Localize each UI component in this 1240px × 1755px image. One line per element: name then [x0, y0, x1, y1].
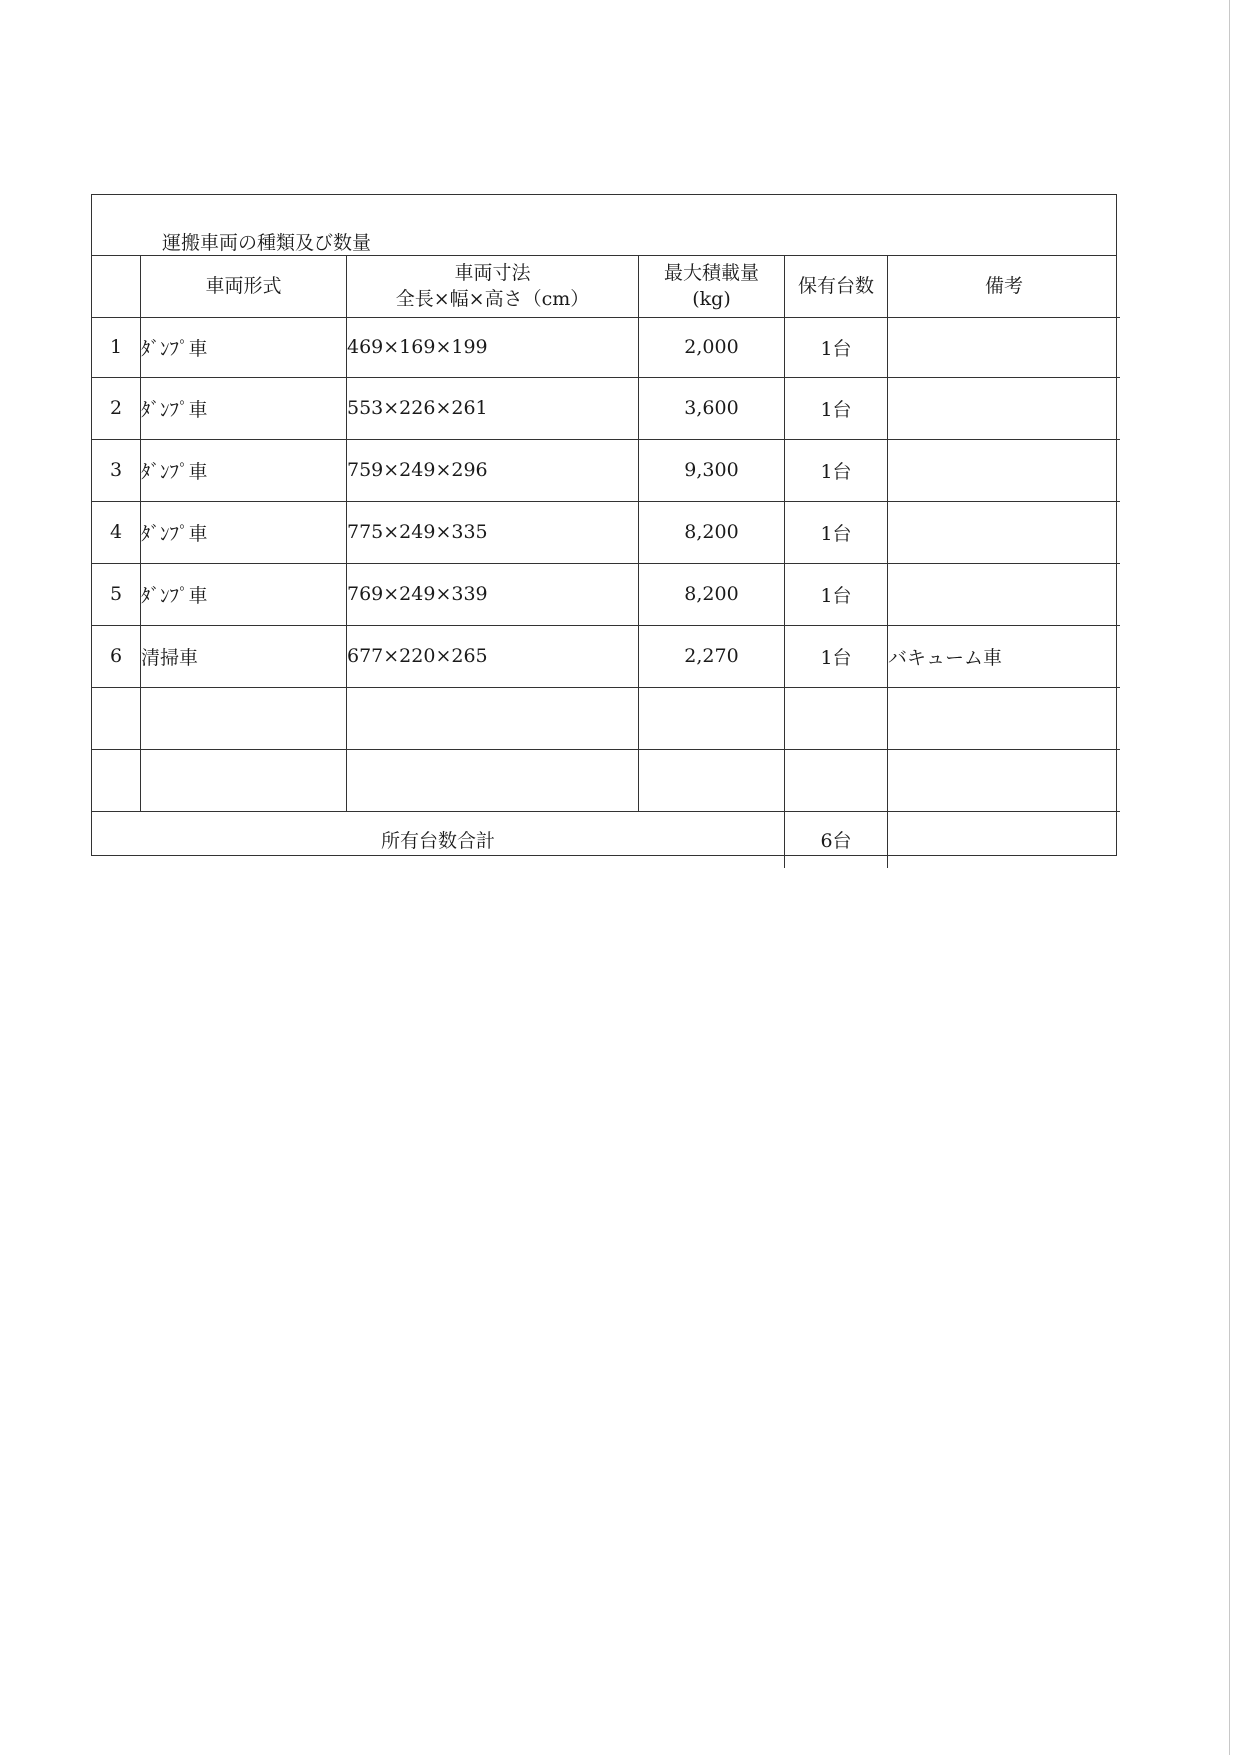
table-row	[92, 439, 1120, 501]
row-vehicle-type: ﾀﾞﾝﾌﾟ車	[141, 563, 347, 625]
row-dimensions: 759×249×296	[347, 439, 639, 501]
row-max-load: 2,000	[639, 317, 785, 377]
row-dimensions: 769×249×339	[347, 563, 639, 625]
header-note: 備考	[888, 256, 1121, 317]
row-no: 4	[92, 501, 141, 563]
row-count: 1台	[785, 501, 888, 563]
header-dimensions-title: 車両寸法	[454, 262, 531, 285]
row-max-load: 8,200	[639, 563, 785, 625]
row-note	[888, 563, 1121, 625]
header-row	[92, 256, 1120, 317]
vehicle-table	[92, 256, 1120, 868]
row-max-load	[639, 687, 785, 749]
row-note: バキューム車	[888, 625, 1121, 687]
table-row	[92, 687, 1120, 749]
header-dimensions-unit: 全長×幅×高さ（cm）	[395, 288, 590, 311]
row-no: 2	[92, 377, 141, 439]
header-dimensions	[347, 256, 639, 317]
row-note	[888, 317, 1121, 377]
row-no: 6	[92, 625, 141, 687]
caption-row	[92, 195, 1116, 256]
row-dimensions	[347, 687, 639, 749]
row-vehicle-type: 清掃車	[141, 625, 347, 687]
table-row	[92, 317, 1120, 377]
total-row	[92, 811, 1120, 868]
row-no: 1	[92, 317, 141, 377]
scan-edge-line	[1229, 0, 1230, 1755]
vehicle-table-frame	[91, 194, 1117, 856]
table-row	[92, 501, 1120, 563]
row-count: 1台	[785, 625, 888, 687]
row-no	[92, 687, 141, 749]
total-count: 6台	[785, 811, 888, 868]
row-vehicle-type	[141, 749, 347, 811]
row-max-load: 8,200	[639, 501, 785, 563]
row-dimensions: 553×226×261	[347, 377, 639, 439]
table-caption: 運搬車両の種類及び数量	[162, 232, 372, 254]
row-max-load: 3,600	[639, 377, 785, 439]
row-note	[888, 377, 1121, 439]
row-vehicle-type	[141, 687, 347, 749]
header-max-load	[639, 256, 785, 317]
row-count: 1台	[785, 439, 888, 501]
table-row	[92, 749, 1120, 811]
total-label: 所有台数合計	[92, 811, 785, 868]
row-count: 1台	[785, 563, 888, 625]
row-dimensions: 677×220×265	[347, 625, 639, 687]
row-note	[888, 749, 1121, 811]
table-row	[92, 377, 1120, 439]
row-note	[888, 501, 1121, 563]
row-note	[888, 439, 1121, 501]
header-count: 保有台数	[785, 256, 888, 317]
total-note	[888, 811, 1121, 868]
row-dimensions	[347, 749, 639, 811]
row-no	[92, 749, 141, 811]
row-vehicle-type: ﾀﾞﾝﾌﾟ車	[141, 377, 347, 439]
row-no: 3	[92, 439, 141, 501]
row-vehicle-type: ﾀﾞﾝﾌﾟ車	[141, 317, 347, 377]
row-max-load: 9,300	[639, 439, 785, 501]
header-max-load-title: 最大積載量	[663, 262, 759, 285]
row-vehicle-type: ﾀﾞﾝﾌﾟ車	[141, 439, 347, 501]
table-row	[92, 563, 1120, 625]
row-count: 1台	[785, 377, 888, 439]
header-no	[92, 256, 141, 317]
row-note	[888, 687, 1121, 749]
row-max-load	[639, 749, 785, 811]
table-row	[92, 625, 1120, 687]
header-max-load-unit: (kg)	[692, 288, 731, 311]
row-dimensions: 775×249×335	[347, 501, 639, 563]
row-vehicle-type: ﾀﾞﾝﾌﾟ車	[141, 501, 347, 563]
row-dimensions: 469×169×199	[347, 317, 639, 377]
row-count	[785, 687, 888, 749]
row-max-load: 2,270	[639, 625, 785, 687]
header-vehicle-type: 車両形式	[141, 256, 347, 317]
row-count: 1台	[785, 317, 888, 377]
row-no: 5	[92, 563, 141, 625]
row-count	[785, 749, 888, 811]
